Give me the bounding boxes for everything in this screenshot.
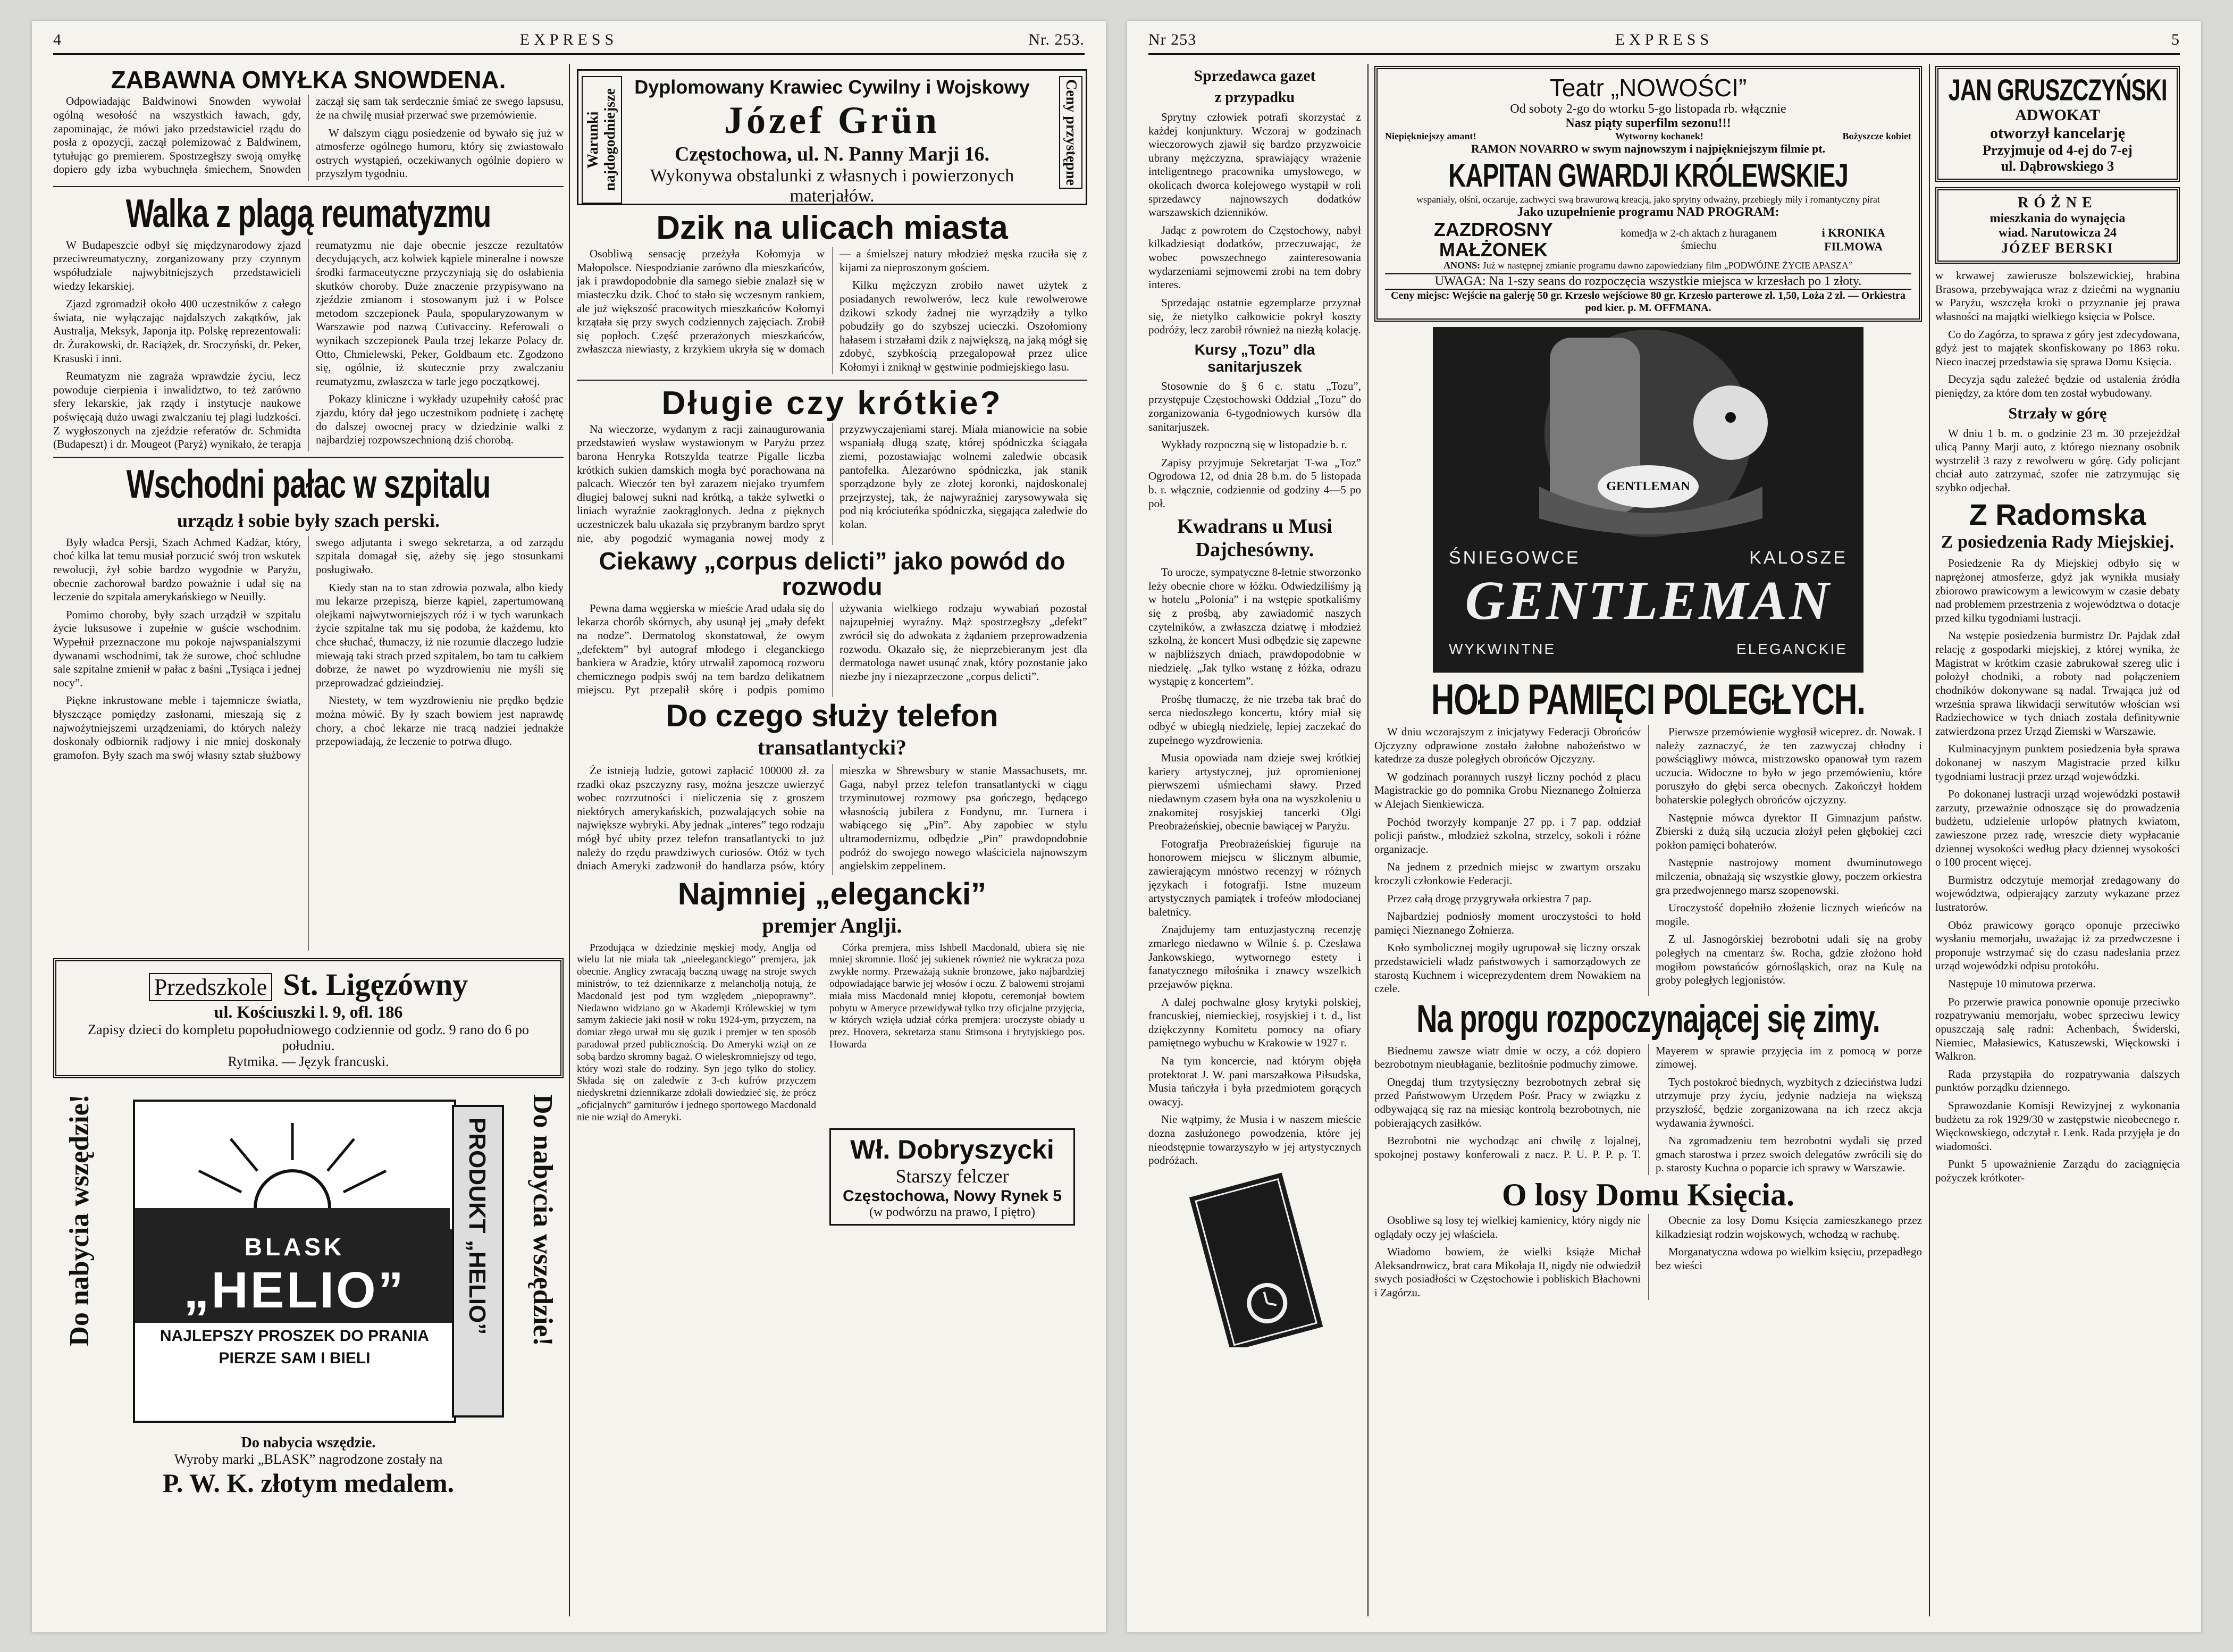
paragraph: W dniu wczorajszym z inicjatywy Federacji Obrońców Ojczyzny odprawione zostało żałobne nabożeństwo w katedrze za dusze poległych obrońców Ojczyzny. xyxy=(1374,725,1641,766)
ad-rozne-line2: wiad. Narutowicza 24 xyxy=(1999,226,2117,240)
paragraph: Sprawozdanie Komisji Rewizyjnej z wykonania budżetu za rok 1929/30 w zastępstwie nieobecnego r. Więckowskiego, odczytał r. Lenk. Rada przyjęła je do wiadomości. xyxy=(1935,1098,2180,1153)
paragraph: Wiadomo bowiem, że wielki książe Michał Aleksandrowicz, brat cara Mikołaja II, nigdy nie odwiedził swych posiadłości w Częstochowie i pobliskich Błachowni i Zagórzu. xyxy=(1374,1245,1641,1299)
masthead: EXPRESS xyxy=(1615,31,1714,48)
paragraph: Przodująca w dziedzinie męskiej mody, Anglja od wielu lat nie miała tak „nieeleganckiego” premjera, jak obecnie. Anglicy zwracają baczną uwagę na stroje swych ministrów, to też dziennikarze z melancholją notują, że Macdonald jest pod tym względem „niepoprawny”. Niedawno widziano go w Akademji Królewskiej w tym samym żakiecie jaki nosił w roku 1924-ym, przyczem, na domiar złego urwał mu się guzik i premjer w ten sposób paradował przed publicznością. Do Ameryki wziął on ze sobą bardzo skromny bagaż. O wieleskromniejszy od tego, który wozi stale do rodziny. Syn jego tylko do stolicy. Składa się on zaledwie z 3-ch kufrów przyczem niedyskretni dziennikarze zdołali dowiedzieć się, że prócz „oficjalnych” garniturów i jednego sportowego Macdonald nie nie wziął do Ameryki. xyxy=(577,942,816,1123)
ad-rozne xyxy=(1935,187,2180,264)
paragraph: Biednemu zawsze wiatr dmie w oczy, a cóż dopiero bezrobotnym nieubłaganie, bezlitośnie podmuchy zimowe. xyxy=(1374,1044,1641,1071)
ad-blask-vertical-left: Do nabycia wszędzie! xyxy=(64,1094,95,1346)
ad-dobryszycki xyxy=(829,1128,1075,1226)
paragraph: Zapisy przyjmuje Sekretarjat T-wa „Toz” Ogrodowa 12, od dnia 28 b.m. do 5 listopada b. r. włącznie, codziennie od godziny 4—5 po poł. xyxy=(1148,456,1361,510)
paragraph: Sprytny człowiek potrafi skorzystać z każdej konjunktury. Wczoraj w godzinach wieczorowych zjawił się bardzo przyzwoicie ubrany mężczyzna, sprawiający wrażenie inteligentnego pracownika umysłowego, w okolicach dworca kolejowego wystąpił w roli sprzedawcy najnowszych dodatków warszawskich dzienników. xyxy=(1148,111,1361,219)
paragraph: Pokazy kliniczne i wykłady uzupełniły całość prac zjazdu, który dał jego uczestnikom podnietę i zachętę do dalszej owocnej pracy w dziedzinie walki z najbardziej rozpowszechnioną dziś chorobą. xyxy=(316,392,564,447)
right-column-1 xyxy=(1148,64,1361,1616)
divider xyxy=(53,186,564,187)
masthead: EXPRESS xyxy=(519,31,618,48)
subheadline-telefon: transatlantycki? xyxy=(758,735,906,759)
ad-gruszczynski-line1: otworzył kancelarję xyxy=(1989,124,2126,142)
paragraph: Sprzedając ostatnie egzemplarze przyznał się, że nietylko całkowicie pokrył koszty podróży, lecz zarobił również na niezłą kolację. xyxy=(1148,296,1361,337)
paragraph: Znajdujemy tam entuzjastyczną recenzję zmarłego niedawno w Wilnie ś. p. Czesława Jankowskiego, wytwornego estety i fanatycznego miłośnika i znawcy wszelkich przejawów piękna. xyxy=(1148,923,1361,991)
ad-krawiec-grun xyxy=(577,69,1087,205)
teatr-dates: Od soboty 2-go do wtorku 5-go listopada rb. włącznie xyxy=(1510,102,1786,116)
paragraph: Decyzja sądu zależeć będzie od ustalenia źródła pieniędzy, za które dom ten został wybudowany. xyxy=(1935,373,2180,399)
paragraph: Burmistrz odczytuje memorjał zredagowany do województwa, odpierający zarzuty wykazane przez lustratorów. xyxy=(1935,873,2180,914)
teatr-extra-news: i KRONIKA FILMOWA xyxy=(1821,226,1885,254)
headline-snowden: ZABAWNA OMYŁKA SNOWDENA. xyxy=(111,66,506,94)
teatr-hit: Nasz piąty superfilm sezonu!!! xyxy=(1565,116,1731,130)
headline-elegancki: Najmniej „elegancki” xyxy=(677,876,987,911)
headline-strzaly: Strzały w górę xyxy=(2008,404,2107,422)
paragraph: Osobliwą sensację przeżyła Kołomyja w Małopolsce. Niespodzianie zarówno dla mieszkańców, jak i prawdopodobnie dla samego siebie znalazł się w miasteczku dzik. Choć to stało się wczesnym rankiem, ale już większość pracowitych mieszkańców Kołomyi krzątała się przy swych codziennych zajęciach. Zrobił się popłoch. Część przerażonych mieszkańców, zwłaszcza niewiasty, z krzykiem ukryła się w domach — a śmielszej natury młodzież męska rzuciła się z kijami za nieproszonym gościem. xyxy=(577,247,1087,356)
ad-gentleman xyxy=(1433,327,1863,673)
right-column-3 xyxy=(1935,64,2180,1616)
paragraph: Kulminacyjnym punktem posiedzenia była sprawa dokonanej w naszym Magistracie przed kilku tygodniami lustracji przez urząd wojewódzki. xyxy=(1935,742,2180,783)
article-reumatyzm xyxy=(53,239,564,451)
ad-krawiec-vert-left: Warunki najdogodniejsze xyxy=(582,76,622,204)
paragraph: Prośbę tłumaczę, że nie trzeba tak brać do serca niedoszłego koncertu, który miał się odbyć w ubiegłą niedzielę, lepiej zaczekać do zupełnego wyzdrowienia. xyxy=(1148,692,1361,747)
paragraph: Zjazd zgromadził około 400 uczestników z całego świata, nie wyłączając najdalszych zakątków, jak Australja, Meksyk, Japonja itp. Polskę reprezentowali: dr. Żurakowski, dr. Raciążek, dr. Sroczyński, dr. Peker, Krasuski i inni. xyxy=(53,297,301,365)
gentleman-label-2: KALOSZE xyxy=(1749,547,1848,568)
paragraph: W Budapeszcie odbył się międzynarodowy zjazd przeciwreumatyczny, zorganizowany przy czynnym współudziale najwybitniejszych przedstawicieli wiedzy lekarskiej. xyxy=(53,238,301,292)
ad-krawiec-address: Częstochowa, ul. N. Panny Marji 16. xyxy=(674,143,990,165)
article-hold xyxy=(1374,725,1922,996)
page-number: 4 xyxy=(53,31,65,48)
paragraph: Nie wątpimy, że Musia i w naszem mieście dozna zasłużonego powodzenia, które jej nieodstępnie towarzyszyło w jej artystycznych podróżach. xyxy=(1148,1113,1361,1167)
left-page xyxy=(32,21,1106,1632)
ad-gruszczynski-line3: ul. Dąbrowskiego 3 xyxy=(2001,158,2114,174)
paragraph: Z ul. Jasnogórskiej bezrobotni udali się na groby poległych na cmentarz św. Rocha, gdzie złożono hołd mogiłom powstańców górnośląskich, oraz na Kulę na groby poległych legjonistów. xyxy=(1656,933,1922,987)
ad-przedszkole-text: Zapisy dzieci do kompletu popołudniowego codziennie od godz. 9 rano do 6 po południu. xyxy=(88,1021,529,1053)
paragraph: Na zgromadzeniu tem bezrobotni wydali się przed gmach starostwa i przez swoich delegatów zwrócili się do p. starosty Kuchna o poparcie ich sprawy w Warszawie. xyxy=(1656,1134,1922,1175)
teatr-extra-lead: Jako uzupełnienie programu NAD PROGRAM: xyxy=(1517,205,1779,220)
paragraph: To urocze, sympatyczne 8-letnie stworzonko leży obecnie chore w łóżku. Odwiedziliśmy ją w hotelu „Polonia” i na wstępie spotkaliśmy się z prośbą, aby zawiadomić naszych czytelników, a zwłaszcza dziatwę i młodzież szkolną, że koncert Musi odbędzie się zapewne w najbliższych dniach, prawdopodobnie w niedzielę. „Jak tylko wstanę z łóżka, odrazu wystąpię z koncertem”. xyxy=(1148,566,1361,688)
headline-dlugie: Długie czy krótkie? xyxy=(661,384,1003,422)
paragraph: Uroczystość dopełniło złożenie licznych wieńców na mogile. xyxy=(1656,901,1922,928)
paragraph: Niestety, w tem wyzdrowieniu nie prędko będzie można mówić. By ły szach bowiem jest naprawdę chory, a choć lekarze nie tracą nadziei jednakże przepowiadają, że leczenie to potrwa długo. xyxy=(316,694,564,748)
teatr-tag-left: Niepiękniejszy amant! xyxy=(1385,131,1476,141)
ad-blask-helio xyxy=(53,1084,564,1552)
top-rule xyxy=(53,53,1085,55)
paragraph: Pierwsze przemówienie wygłosił wiceprez. dr. Nowak. I należy zaznaczyć, że ten zazwyczaj chłodny i powściągliwy mówca, mistrzowsko opanował tym razem uczucia. Widoczne to było w jego przemówieniu, które poruszyło do głębi serca obecnych. Zakończył hołdem bohaterskie poległych obrońców ojczyzny. xyxy=(1656,725,1922,806)
article-telefon xyxy=(577,764,1087,875)
paragraph: Onegdaj tłum trzytysięczny bezrobotnych zebrał się przed Państwowym Urzędem Pośr. Pracy w związku z odbywającą się raz na miesiąc kontrolą bezrobotnych, nie pobierających zasiłków. xyxy=(1374,1075,1641,1129)
headline-radomsko: Z Radomska xyxy=(1969,497,2146,531)
ad-rozne-line1: mieszkania do wynajęcia xyxy=(1989,212,2126,226)
paragraph: Morganatyczna wdowa po wielkim księciu, przepadłego bez wieści xyxy=(1656,1245,1922,1272)
headline-telefon: Do czego służy telefon xyxy=(666,699,998,734)
article-zima xyxy=(1374,1044,1922,1175)
subheadline-szach: urządz ł sobie były szach perski. xyxy=(177,509,440,531)
paragraph: Wykłady rozpoczną się w listopadzie b. r. xyxy=(1161,438,1347,451)
paragraph: Następuje 10 minutowa przerwa. xyxy=(1948,977,2096,991)
paragraph: Pewna dama węgierska w mieście Arad udała się do lekarza chorób skórnych, aby usunął jej „mały defekt na nodze”. Dermatolog skonstatował, że owym „defektem” był autograf młodego i eleganckiego bankiera w Aradzie, który utrwalił zapomocą rozworu chemicznego podpis swój na tem bardzo delikatnem miejscu. Pyt przepalił skórę i podpis pomimo używania wielkiego rodzaju wywabiań pozostał najzupełniej wyraźny. Mąż spostrzegłszy „defekt” zwrócił się do adwokata z żądaniem przeprowadzenia rozwodu. Okazało się, że nieprzebieranym jest dla dermatologa nawet usunąć znak, który pozostanie jako niezbe jny i niezaprzeczone „corpus delicti”. xyxy=(577,601,1087,697)
paragraph: Że istnieją ludzie, gotowi zapłacić 100000 zł. za rzadki okaz pszczyzny rasy, można jeszcze uwierzyć wobec rozrzutności i nieliczenia się z groszem niektórych amerykańskich, pozwalających sobie na największe wybryki. Aby jednak „interes” tego rodzaju mógł być ubity przez telefon transatlantycki to już należy do rzędu prawdziwych curiosów. Otóż w tych dniach Ameryki zadzwonił do handlarza psów, który mieszka w Shrewsbury w stanie Massachusets, mr. Gaga, nabył przez telefon transatlantycki w ciągu trzyminutowej rozmowy psa gończego, będącego własnością jubilera z Fondynu, mr. Turnera i wabiącego się „Pin”. Aby zapobiec w stylu ultramodernizmu, odbędzie „Pin” prawdopodobnie podróż do swojego nowego właściciela najnowszym angielskim zeppelinem. xyxy=(577,764,1087,873)
ad-blask-award: P. W. K. złotym medalem. xyxy=(162,1467,455,1498)
page-number: 5 xyxy=(2171,31,2180,48)
paragraph: Punkt 5 upoważnienie Zarządu do zaciągnięcia pożyczek krótkoter- xyxy=(1935,1158,2180,1185)
headline-dom-ksiecia: O losy Domu Księcia. xyxy=(1502,1177,1794,1213)
headline-hold: HOŁD PAMIĘCI POLEGŁYCH. xyxy=(1431,675,1865,724)
paragraph: Fotografja Preobrażeńskiej figuruje na honorowem miejscu w ślicznym albumie, zawierającym mnóstwo recenzyj w różnych językach i fotografji. Istne muzeum artystycznych pamiątek i trofeów młodocianej baletnicy. xyxy=(1148,837,1361,918)
running-head-right xyxy=(1148,31,2180,52)
ad-blask-slogan2: PIERZE SAM I BIELI xyxy=(219,1349,371,1367)
paragraph: Na wieczorze, wydanym z racji zainaugurowania przedstawień wysław wystawionym w Paryżu przez barona Henryka Rotszylda teatrze Pigalle liczba krótkich sukien damskich mogła być porachowana na palcach. Wieczór ten był zarazem niejako tryumfem długiej balowej sukni nad krótką, a także sylwetki o liniach wyraźnie zaokrąglonych. Jedna z pięknych uczestniczek balu ukazała się przybranym bardzo spryt nie, aby pogodzić wymagania nowej mody z przyzwyczajeniami starej. Miała mianowicie na sobie wspaniałą długą szatę, której spódniczka ściągała ziemi, pozostawiając wolnemi zaledwie obcasik pantofelka. Alezarówno spódniczka, jak stanik sporządzone były ze złotej koronki, najdoskonalej przejrzystej, tak, że najwyraźniej zarysowywała się pod nią króciuteńka spódniczka, sięgająca zaledwie do kolan. xyxy=(577,422,1087,544)
divider xyxy=(577,380,1087,381)
ad-blask-vertical-right: Do nabycia wszędzie! xyxy=(527,1094,558,1346)
paragraph: Córka premjera, miss Ishbell Macdonald, ubiera się nie mniej skromnie. Ilość jej sukienek również nie wykracza poza zwykłe normy. Przeważają suknie bronzowe, jako najbardziej odpowiadające barwie jej włosów i oczu. Z balowemi strojami miała miss Macdonald mniej kłopotu, ceremonjał bowiem pobytu w Ameryce przewidywał tylko trzy oficjalne przyjęcia, w których wzięła udział córka premjera: uroczyste obiady u prez. Hoovera, sekretarza stanu Stimsona i brytyjskiego pos. Howarda xyxy=(829,942,1085,1051)
article-szach xyxy=(53,536,564,951)
teatr-extra-film: ZAZDROSNY MAŁŻONEK xyxy=(1433,219,1553,261)
ad-blask-box xyxy=(133,1100,456,1423)
paragraph: A dalej pochwalne głosy krytyki polskiej, francuskiej, niemieckiej, rosyjskiej i t. d., list dziękczynny Komitetu pomocy na ofiary pamiętnego wybuchu w Krakowie w 1927 r. xyxy=(1148,995,1361,1050)
article-dlugie xyxy=(577,423,1087,545)
paragraph: Koło symbolicznej mogiły ugrupował się liczny orszak przedstawicieli władz państwowych i samorządowych ze starostą Kuchnem i wiceprezydentem drem Nowakiem na czele. xyxy=(1374,941,1641,995)
left-column-a xyxy=(53,64,564,1616)
paragraph: w krwawej zawierusze bolszewickiej, hrabina Brasowa, przebywająca wraz z dziećmi na wygnaniu w Paryżu, wszczęła kroki o przyznanie jej prawa własności na majątki wielkiego księcia w Polsce. xyxy=(1935,269,2180,323)
paragraph: Obóz prawicowy gorąco oponuje przeciwko wysłaniu memorjału, uważając iż za przedwczesne i proponuje wstrzymać się do czasu nadesłania przez urząd wojewódzki odpisu protokółu. xyxy=(1935,918,2180,972)
paragraph: Na jednem z przednich miejsc w zwartym orszaku kroczyli członkowie Federacji. xyxy=(1374,860,1641,887)
paragraph: W dalszym ciągu posiedzenie od bywało się już w atmosferze ogólnego humoru, który się zwiastowało ostrych wystąpień, oczekiwanych ogólnie dopiero w przyszłym tygodniu. xyxy=(316,126,564,180)
article-dzik xyxy=(577,247,1087,374)
paragraph: Pomimo choroby, były szach urządził w szpitalu życie luksusowe i zupełnie w guście wschodnim. Wypełnił przeznaczone mu pokoje najwspanialszymi dywanami wschodnimi, tak że surowe, choć schludne sale szpitalne zmienił w pałac z baśni „Tysiąca i jednej nocy”. xyxy=(53,608,301,689)
ad-dobryszycki-title: Starszy felczer xyxy=(895,1165,1009,1187)
headline-szach: Wschodni pałac w szpitalu xyxy=(126,460,491,506)
ad-dobryszycki-address: Częstochowa, Nowy Rynek 5 xyxy=(843,1187,1062,1205)
paragraph: Po przerwie prawica ponownie oponuje przeciwko rozpatrywaniu memorjału, wobec sprzeciwu lewicy opuszczają salę radni: Achenbach, Świderski, Niemiec, Małasiewics, Katuszewski, Więckowski i Walkron. xyxy=(1935,995,2180,1063)
ad-gruszczynski xyxy=(1935,66,2180,182)
headline-corpus: Ciekawy „corpus delicti” jako powód do rozwodu xyxy=(599,547,1065,601)
headline-reumatyzm: Walka z plagą reumatyzmu xyxy=(125,190,491,236)
article-dom-ksiecia xyxy=(1374,1214,1922,1300)
right-page xyxy=(1127,21,2201,1632)
paragraph: Jadąc z powrotem do Częstochowy, nabył kilkadziesiąt dodatków, przeczuwając, że wobec powszechnego zainteresowania wydarzeniami sejmowemi zrobi na tem dobry interes. xyxy=(1148,223,1361,291)
teatr-uwaga: UWAGA: Na 1-szy seans do rozpoczęcia wszystkie miejsca w krzesłach po 1 złoty. xyxy=(1385,273,1911,289)
paragraph: Na wstępie posiedzenia burmistrz Dr. Pajdak zdał relację z gospodarki miejskiej, z której wynika, że Magistrat w krótkim czasie zabrukował szereg ulic i położył chodniki, a roboty nad połączeniem chodników dokonywane są nadal. Trwająca już od września sprawa likwidacji serwitutów włościan wsi Radziechowice w tych dniach została definitywnie zatwierdzona przez Urząd Ziemski w Warszawie. xyxy=(1935,629,2180,737)
paragraph: Następnie nastrojowy moment dwuminutowego milczenia, obnażają się wszystkie głowy, poczem orkiestra gra przedwojennego marsz szopenowski. xyxy=(1656,856,1922,896)
ad-krawiec-name: Józef Grün xyxy=(724,99,940,141)
ad-blask-brand: BLASK xyxy=(244,1232,345,1261)
left-column-b xyxy=(577,64,1087,1616)
paragraph: Musia opowiada nam dzieje swej krótkiej kariery artystycznej, już opromienionej pierwszemi uśmiechami sławy. Przed niedawnym czasem była ona na wyszkoleniu u znakomitej rosyjskiej tancerki Olgi Preobrażeńskiej, obecnie bawiącej w Paryżu. xyxy=(1148,751,1361,833)
ad-dobryszycki-name: Wł. Dobryszycki xyxy=(850,1134,1054,1164)
ad-krawiec-line1: Dyplomowany Krawiec Cywilny i Wojskowy xyxy=(634,76,1030,98)
ad-rozne-title: RÓŻNE xyxy=(2018,195,2097,212)
subheadline-radomsko: Z posiedzenia Rady Miejskiej. xyxy=(1941,532,2175,552)
issue-number: Nr. 253. xyxy=(1028,31,1085,48)
teatr-prices: Ceny miejsc: Wejście na galerję 50 gr. Krzesło wejściowe 80 gr. Krzesło parterowe zł. 1,50, Loża 2 zł. — Orkiestra pod kier. p. M. OFFMANA. xyxy=(1385,289,1911,314)
paragraph: Po dokonanej lustracji urząd wojewódzki postawił zarzuty, przeważnie odnoszące się do prowadzenia budżetu, udzielenie urlopów płatnych kwiatom, zawieszone przez radę, wreszcie diety wypłacanie dziennej wysokości według płacy dziennej wysokości o 100 procent więcej. xyxy=(1935,787,2180,869)
running-head-left xyxy=(53,31,1085,52)
paragraph: Posiedzenie Ra dy Miejskiej odbyło się w naprężonej atmosferze, gdyż jak wynikła musiały zbiorowo prawicowym a lewicowym w czasie debaty nad problemem przestrzenia z województwa o dotacje przed kilku tygodniami lustracji. xyxy=(1935,557,2180,624)
paragraph: Osobliwe są losy tej wielkiej kamienicy, który nigdy nie oglądały oczy jej właściela. xyxy=(1374,1214,1641,1240)
teatr-anons: Już w następnej zmianie programu dawno zapowiedziany film „PODWÓJNE ŻYCIE APASZA” xyxy=(1482,259,1853,271)
paragraph: Tych postokroć biednych, wyzbitych z dzieciństwa ludzi utrzymuje przy życiu, jedynie nadzieja na większą przyszłość, będzie zorganizowana na ich rzecz akcja wydawania żywności. xyxy=(1656,1075,1922,1129)
headline-dzik: Dzik na ulicach miasta xyxy=(656,209,1008,246)
gentleman-badge: GENTLEMAN xyxy=(1598,465,1699,508)
ad-blask-side-panel xyxy=(452,1105,504,1418)
paragraph: W dniu 1 b. m. o godzinie 23 m. 30 przejeżdżał ulicą Panny Marji auto, z którego nieznany osobnik wystrzelił 3 razy z rewolweru w górę. Gdy policjant chciał auto zatrzymać, szofer nie zatrzymując się szybko odjechał. xyxy=(1935,426,2180,494)
paragraph: Na tym koncercie, nad którym objęła protektorat J. W. pani marszałkowa Piłsudska, Musia tańczyła i była przedmiotem gorących owacyj. xyxy=(1148,1054,1361,1108)
ad-rozne-line3: JÓZEF BERSKI xyxy=(2001,240,2114,256)
article-snowden xyxy=(53,95,564,181)
right-column-2 xyxy=(1374,64,1922,1616)
ad-przedszkole-extra: Rytmika. — Język francuski. xyxy=(228,1053,389,1069)
teatr-film-desc: wspaniały, olśni, oczaruje, zachwyci swą brawurową kreacją, jako sprytny odważny, przebiegły miły i romantyczny pirat xyxy=(1416,194,1880,205)
teatr-star: RAMON NOVARRO w swym najnowszym i najpiękniejszym filmie pt. xyxy=(1471,142,1826,155)
paragraph: Przez całą drogę przygrywała orkiestra 7 pap. xyxy=(1387,892,1592,905)
ad-zenith-illustration xyxy=(1175,1172,1334,1347)
divider xyxy=(53,457,564,458)
ad-blask-caption: Do nabycia wszędzie. xyxy=(241,1434,376,1451)
ad-gruszczynski-name: JAN GRUSZCZYŃSKI xyxy=(1948,73,2167,107)
paragraph: Rada przystąpiła do rozpatrywania dalszych punktów porządku dziennego. xyxy=(1935,1067,2180,1094)
gentleman-brand: GENTLEMAN xyxy=(1465,569,1832,631)
paragraph: Najbardziej podniosły moment uroczystości to hołd pamięci Nieznanego Żołnierza. xyxy=(1374,910,1641,936)
subheadline-elegancki: premjer Anglji. xyxy=(762,913,902,937)
ad-krawiec-desc: Wykonywa obstalunki z własnych i powierzonych materjałów. xyxy=(650,166,1014,206)
headline-zima: Na progu rozpoczynającej się zimy. xyxy=(1416,997,1880,1041)
paragraph: Co do Zagórza, to sprawa z góry jest zdecydowana, gdyż jest to majątek skonfiskowany po 1863 roku. Nieco inaczej przedstawia się sprawa Domu Księcia. xyxy=(1935,328,2180,368)
gentleman-label-3: WYKWINTNE xyxy=(1449,640,1556,657)
paragraph: W godzinach porannych ruszył liczny pochód z placu Magistrackie go do pomnika Grobu Nieznanego Żołnierza w Alejach Sienkiewicza. xyxy=(1374,770,1641,810)
ad-teatr-nowosci xyxy=(1374,66,1922,322)
teatr-anons-label: ANONS: xyxy=(1443,259,1481,271)
teatr-tag-right: Bożyszcze kobiet xyxy=(1842,131,1911,141)
column-rule xyxy=(1929,64,1930,1616)
teatr-tag-center: Wytworny kochanek! xyxy=(1615,131,1703,141)
ad-blask-side-text: PRODUKT „HELIO” xyxy=(464,1117,490,1335)
article-corpus xyxy=(577,602,1087,697)
gentleman-label-4: ELEGANCKIE xyxy=(1736,640,1848,657)
article-elegancki xyxy=(577,942,1087,1240)
paragraph: Obecnie za losy Domu Księcia zamieszkanego przez kilkadziesiąt rodzin wojskowych, wchodzą w rachubę. xyxy=(1656,1214,1922,1240)
ad-dobryszycki-note: (w podwórzu na prawo, I piętro) xyxy=(869,1205,1035,1219)
issue-number: Nr 253 xyxy=(1148,31,1197,48)
ad-przedszkole xyxy=(53,958,564,1078)
ad-przedszkole-address: ul. Kościuszki l. 9, ofl. 186 xyxy=(214,1002,403,1021)
paragraph: Pochód tworzyły kompanje 27 pp. i 7 pap. oddział policji państw., młodzież szkolna, strzelcy, sokoli i różne organizacje. xyxy=(1374,815,1641,856)
sunrise-illustration xyxy=(135,1102,450,1229)
paragraph: Kiedy stan na to stan zdrowia pozwala, albo kiedy mu lekarze przepiszą, bierze kąpiel, zapertumowaną olejkami najwytworniejszych róż i w tych warunkach życie szpitalne tak mu się podoba, że każdemu, kto chce słuchać, tłumaczy, iż nie rozumie dlaczego ludzie miewają taki strach przed szpitalem, bo tam tu całkiem dobrze, że nawet po wyzdrowieniu nie myśli się przeprowadzać gdzieindziej. xyxy=(316,581,564,689)
paragraph: Odpowiadając Baldwinowi Snowden wywołał ogólną wesołość na wszystkich ławach, gdy, zapominając, że mówi jako przedstawiciel rządu do posła z opozycji, zaczął polemizować z Baldwinem, tytułując go premierem. Spostrzegłszy swoją omyłkę dopiero gdy izba wybuchnęła śmiechem, Snowden zaczął się sam tak serdecznie śmiać ze swego lapsusu, że na chwilę musiał przerwać swe przemówienie. xyxy=(53,95,564,176)
top-rule xyxy=(1148,53,2180,55)
ad-blask-line: Wyroby marki „BLASK” nagrodzone zostały na xyxy=(174,1451,443,1467)
column-rule xyxy=(1367,64,1369,1616)
gentleman-label-1: ŚNIEGOWCE xyxy=(1449,547,1581,568)
teatr-film: KAPITAN GWARDJI KRÓLEWSKIEJ xyxy=(1448,156,1848,194)
ad-gruszczynski-title: ADWOKAT xyxy=(2015,106,2100,124)
headline-tozu: Kursy „Tozu” dla sanitarjuszek xyxy=(1194,341,1315,375)
subheadline-sprzedawca: z przypadku xyxy=(1214,89,1295,106)
ad-gruszczynski-line2: Przyjmuje od 4-ej do 7-ej xyxy=(1983,142,2133,158)
paragraph: Kilku mężczyzn zrobiło nawet użytek z posiadanych rewolwerów, lecz kule rewolwerowe dzikowi szkody żadnej nie wyrządziły a tylko pobudziły go do szybszej ucieczki. Oszołomiony hałasem i strzałami dzik z największą, na jaką mógł się zdobyć, szybkością przegalopował przez ulice Kołomyi i zniknął w gęstwinie podmiejskiego lasu. xyxy=(840,279,1087,373)
ad-helio-brand: „HELIO” xyxy=(183,1261,406,1319)
teatr-title: Teatr „NOWOŚCI” xyxy=(1549,74,1747,102)
teatr-extra-desc: komedja w 2-ch aktach z huraganem śmiechu xyxy=(1621,228,1777,252)
ad-krawiec-vert-right: Ceny przystępne xyxy=(1059,76,1082,189)
paragraph: Bezrobotni nie wychodząc ani chwilę z lojalnej, spokojnej postawy konferowali z nacz. P. U. P. P. p. T. Mayerem w sprawie przyjęcia im z pomocą w porze zimowej. xyxy=(1374,1044,1922,1161)
paragraph: Piękne inkrustowane meble i tajemnicze światła, błyszczące pomiędzy zasłonami, mieszają się z najwoźytniejszemi urządzeniami, do których należy doskonały odbiornik radjowy i nie mniej doskonały gramofon. Były szach ma swój własny sztab służbowy swego adjutanta i swego sekretarza, a od zarządu szpitala domagał się, ażeby się jego stosunkami posługiwało. xyxy=(53,535,564,761)
ad-przedszkole-label: Przedszkole xyxy=(149,973,273,1001)
headline-sprzedawca: Sprzedawca gazet xyxy=(1194,67,1316,85)
paragraph: Były władca Persji, Szach Achmed Kadżar, który, choć kilka lat temu musiał porzucić swój tron wskutek rewolucji, żył sobie bardzo wygodnie w Paryżu, obecnie zachorował bardzo poważnie i udał się na leczenie do szpitala amerykańskiego w Neuilly. xyxy=(53,535,301,603)
ad-blask-slogan1: NAJLEPSZY PROSZEK DO PRANIA xyxy=(160,1327,430,1345)
paragraph: Stosownie do § 6 c. statu „Tozu”, przystępuje Częstochowski Oddział „Tozu” do zorganizowania 6-tygodniowych kursów dla sanitarjuszek. xyxy=(1148,379,1361,433)
ad-przedszkole-name: St. Ligęzówny xyxy=(283,967,468,1002)
paragraph: Reumatyzm nie zagraża wprawdzie życiu, lecz powoduje cierpienia i inwalidztwo, to też zarówno sfery lekarskie, jak rządy i instytucje naukowe poświęcają dużo uwagi zwalczaniu tej plagi ludzkości. Z wygłoszonych na zjeździe referatów dr. Schmidta (Budapeszt) i dr. Mougeot (Paryż) wynikało, że terapja reumatyzmu nie daje obecnie jeszcze rezultatów decydujących, acz kolwiek kąpiele mineralne i nowsze środki farmaceutyczne przyczyniają się do osłabienia skutków choroby. Duże znaczenie przypisywano na zjeździe zmianom i stosowanym już i w Polsce metodom szczepionek Paula, spopularyzowanym w Warszawie pod nazwą Cutivacciny. Referowali o wynikach szczepionek Paula trzej lekarze Polacy dr. Otto, Chmielewski, Peker, Goldbaum etc. Zgodzono się, ogólnie, iż skutecznie przy zwalczaniu reumatyzmu, zwłaszcza w tarle jego początkowej. xyxy=(53,238,564,451)
column-rule xyxy=(569,64,570,1616)
paragraph: Następnie mówca dyrektor II Gimnazjum państw. Zbierski z dużą siłą uczucia złożył pełen głębokiej czci pokłon pamięci bohaterów. xyxy=(1656,811,1922,851)
ad-gentleman-illustration xyxy=(1433,327,1863,540)
headline-musia: Kwadrans u Musi Dajchesówny. xyxy=(1177,515,1332,561)
